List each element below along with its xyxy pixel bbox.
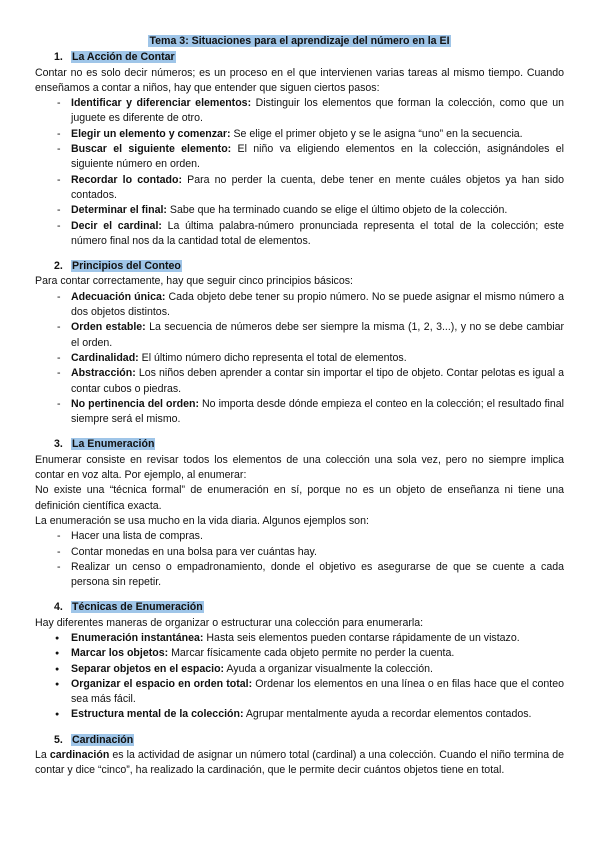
list-item: - Determinar el final: Sabe que ha terminado cuando se elige el último objeto de la colección. [35,203,564,218]
section-title: La Acción de Contar [72,51,175,64]
section-title: Técnicas de Enumeración [72,601,203,614]
list-item: - Abstracción: Los niños deben aprender a contar sin importar el tipo de objeto. Contar pelotas es igual a contar cubos o piedras. [35,366,564,397]
section-number: 4. [54,601,63,614]
list-item: - Recordar lo contado: Para no perder la cuenta, debe tener en mente cuáles objetos ya han sido contados. [35,173,564,204]
section-title: Cardinación [72,733,134,746]
section-1-heading [54,50,564,65]
document-title-row [35,34,564,49]
document-title: Tema 3: Situaciones para el aprendizaje del número en la EI [149,35,450,47]
section-5-heading [54,733,564,748]
section-3-list [35,529,564,590]
list-item: - No pertinencia del orden: No importa desde dónde empieza el conteo en la colección; el resultado final siempre será el mismo. [35,397,564,428]
list-item: ● Enumeración instantánea: Hasta seis elementos pueden contarse rápidamente de un vistazo. [35,631,564,646]
section-1-list [35,96,564,249]
list-item: - Hacer una lista de compras. [35,529,564,544]
document-page [35,34,564,779]
section-number: 3. [54,438,63,451]
section-4-list [35,631,564,723]
list-item: ● Estructura mental de la colección: Agrupar mentalmente ayuda a recordar elementos contados. [35,707,564,722]
section-3-paragraph-3: La enumeración se usa mucho en la vida diaria. Algunos ejemplos son: [35,514,369,527]
section-number: 1. [54,51,63,64]
section-4-heading [54,600,564,615]
section-5-paragraph: La cardinación es la actividad de asignar un número total (cardinal) a una colección. Cuando el niño termina de contar y dice “cinco”, ha realizado la cardinación, que le permite decir cuántos objetos tiene en total. [35,749,564,777]
section-title: La Enumeración [72,438,155,451]
section-3-paragraph-2: No existe una “técnica formal” de enumeración en sí, porque no es un objeto de enseñanza ni tiene una definición científica exacta. [35,484,564,512]
section-3-paragraph-1: Enumerar consiste en revisar todos los elementos de una colección una sola vez, pero no siempre implica contar en voz alta. Por ejemplo, al enumerar: [35,453,564,482]
section-number: 2. [54,260,63,273]
list-item: ● Separar objetos en el espacio: Ayuda a organizar visualmente la colección. [35,662,564,677]
list-item: - Identificar y diferenciar elementos: Distinguir los elementos que forman la colección, como que un juguete es diferente de otro. [35,96,564,127]
list-item: - Realizar un censo o empadronamiento, donde el objetivo es asegurarse de que se cuente a cada persona sin repetir. [35,560,564,591]
section-2-intro: Para contar correctamente, hay que seguir cinco principios básicos: [35,275,353,288]
section-number: 5. [54,733,63,746]
section-1-intro: Contar no es solo decir números; es un proceso en el que intervienen varias tareas al mismo tiempo. Cuando enseñamos a contar a niños, hay que entender que siguen ciertos pasos: [35,66,564,94]
section-2-heading [54,259,564,274]
section-4-intro: Hay diferentes maneras de organizar o estructurar una colección para enumerarla: [35,616,424,629]
list-item: - Adecuación única: Cada objeto debe tener su propio número. No se puede asignar el mismo número a dos objetos distintos. [35,290,564,321]
list-item: - Decir el cardinal: La última palabra-número pronunciada representa el total de la colección; este número final nos da la cantidad total de elementos. [35,219,564,250]
section-title: Principios del Conteo [72,260,181,273]
section-2-list [35,290,564,428]
list-item: - Contar monedas en una bolsa para ver cuántas hay. [35,545,564,560]
list-item: ● Organizar el espacio en orden total: Ordenar los elementos en una línea o en filas hace que el conteo sea más fácil. [35,677,564,708]
list-item: - Cardinalidad: El último número dicho representa el total de elementos. [35,351,564,366]
list-item: - Buscar el siguiente elemento: El niño va eligiendo elementos en la colección, asignándoles el siguiente número en orden. [35,142,564,173]
list-item: - Elegir un elemento y comenzar: Se elige el primer objeto y se le asigna “uno” en la secuencia. [35,127,564,142]
list-item: - Orden estable: La secuencia de números debe ser siempre la misma (1, 2, 3...), y no se debe cambiar el orden. [35,320,564,351]
list-item: ● Marcar los objetos: Marcar físicamente cada objeto permite no perder la cuenta. [35,646,564,661]
section-3-heading [54,437,564,452]
